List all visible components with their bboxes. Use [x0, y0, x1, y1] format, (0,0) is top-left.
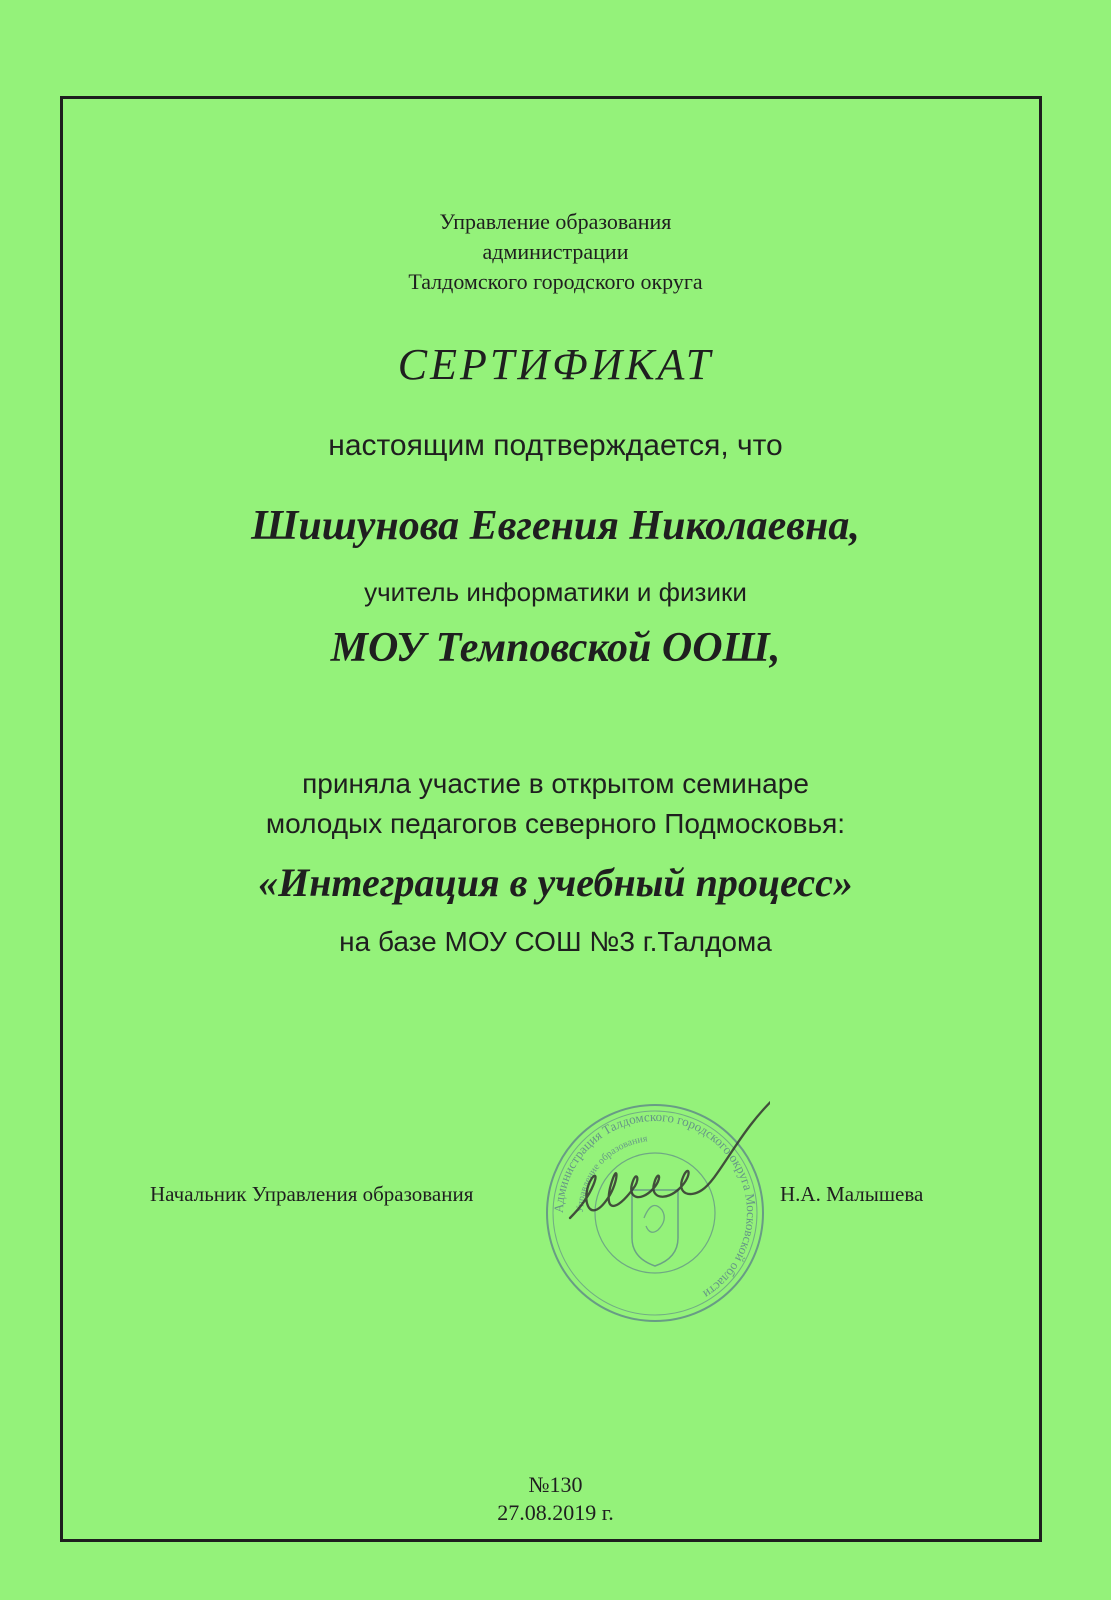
stamp-outer-text: Администрация Талдомского городского округа Московской области	[550, 1108, 760, 1303]
official-stamp	[540, 1098, 770, 1328]
issuer-line-1: Управление образования	[439, 209, 672, 234]
event-description	[0, 764, 1111, 844]
recipient-school: МОУ Темповской ООШ,	[330, 625, 781, 671]
issuer-line-3: Талдомского городского округа	[408, 269, 703, 294]
certificate-date: 27.08.2019 г.	[497, 1500, 614, 1525]
issuer-header	[0, 207, 1111, 297]
certificate-number: №130	[528, 1472, 583, 1497]
event-line-1: приняла участие в открытом семинаре	[302, 768, 809, 799]
recipient-position: учитель информатики и физики	[364, 577, 747, 607]
event-line-2: молодых педагогов северного Подмосковья:	[265, 808, 846, 839]
certificate-title: СЕРТИФИКАТ	[397, 340, 714, 389]
issuer-line-2: администрации	[482, 239, 629, 264]
confirmation-text: настоящим подтверждается, что	[328, 429, 783, 462]
seminar-topic: «Интеграция в учебный процесс»	[258, 860, 853, 905]
coat-of-arms-icon	[632, 1190, 678, 1266]
signatory-role: Начальник Управления образования	[150, 1182, 474, 1206]
recipient-name: Шишунова Евгения Николаевна,	[251, 503, 860, 549]
seminar-venue: на базе МОУ СОШ №3 г.Талдома	[339, 926, 772, 957]
signatory-name: Н.А. Малышева	[780, 1182, 924, 1206]
stamp-inner-text: Управление образования	[574, 1133, 649, 1214]
